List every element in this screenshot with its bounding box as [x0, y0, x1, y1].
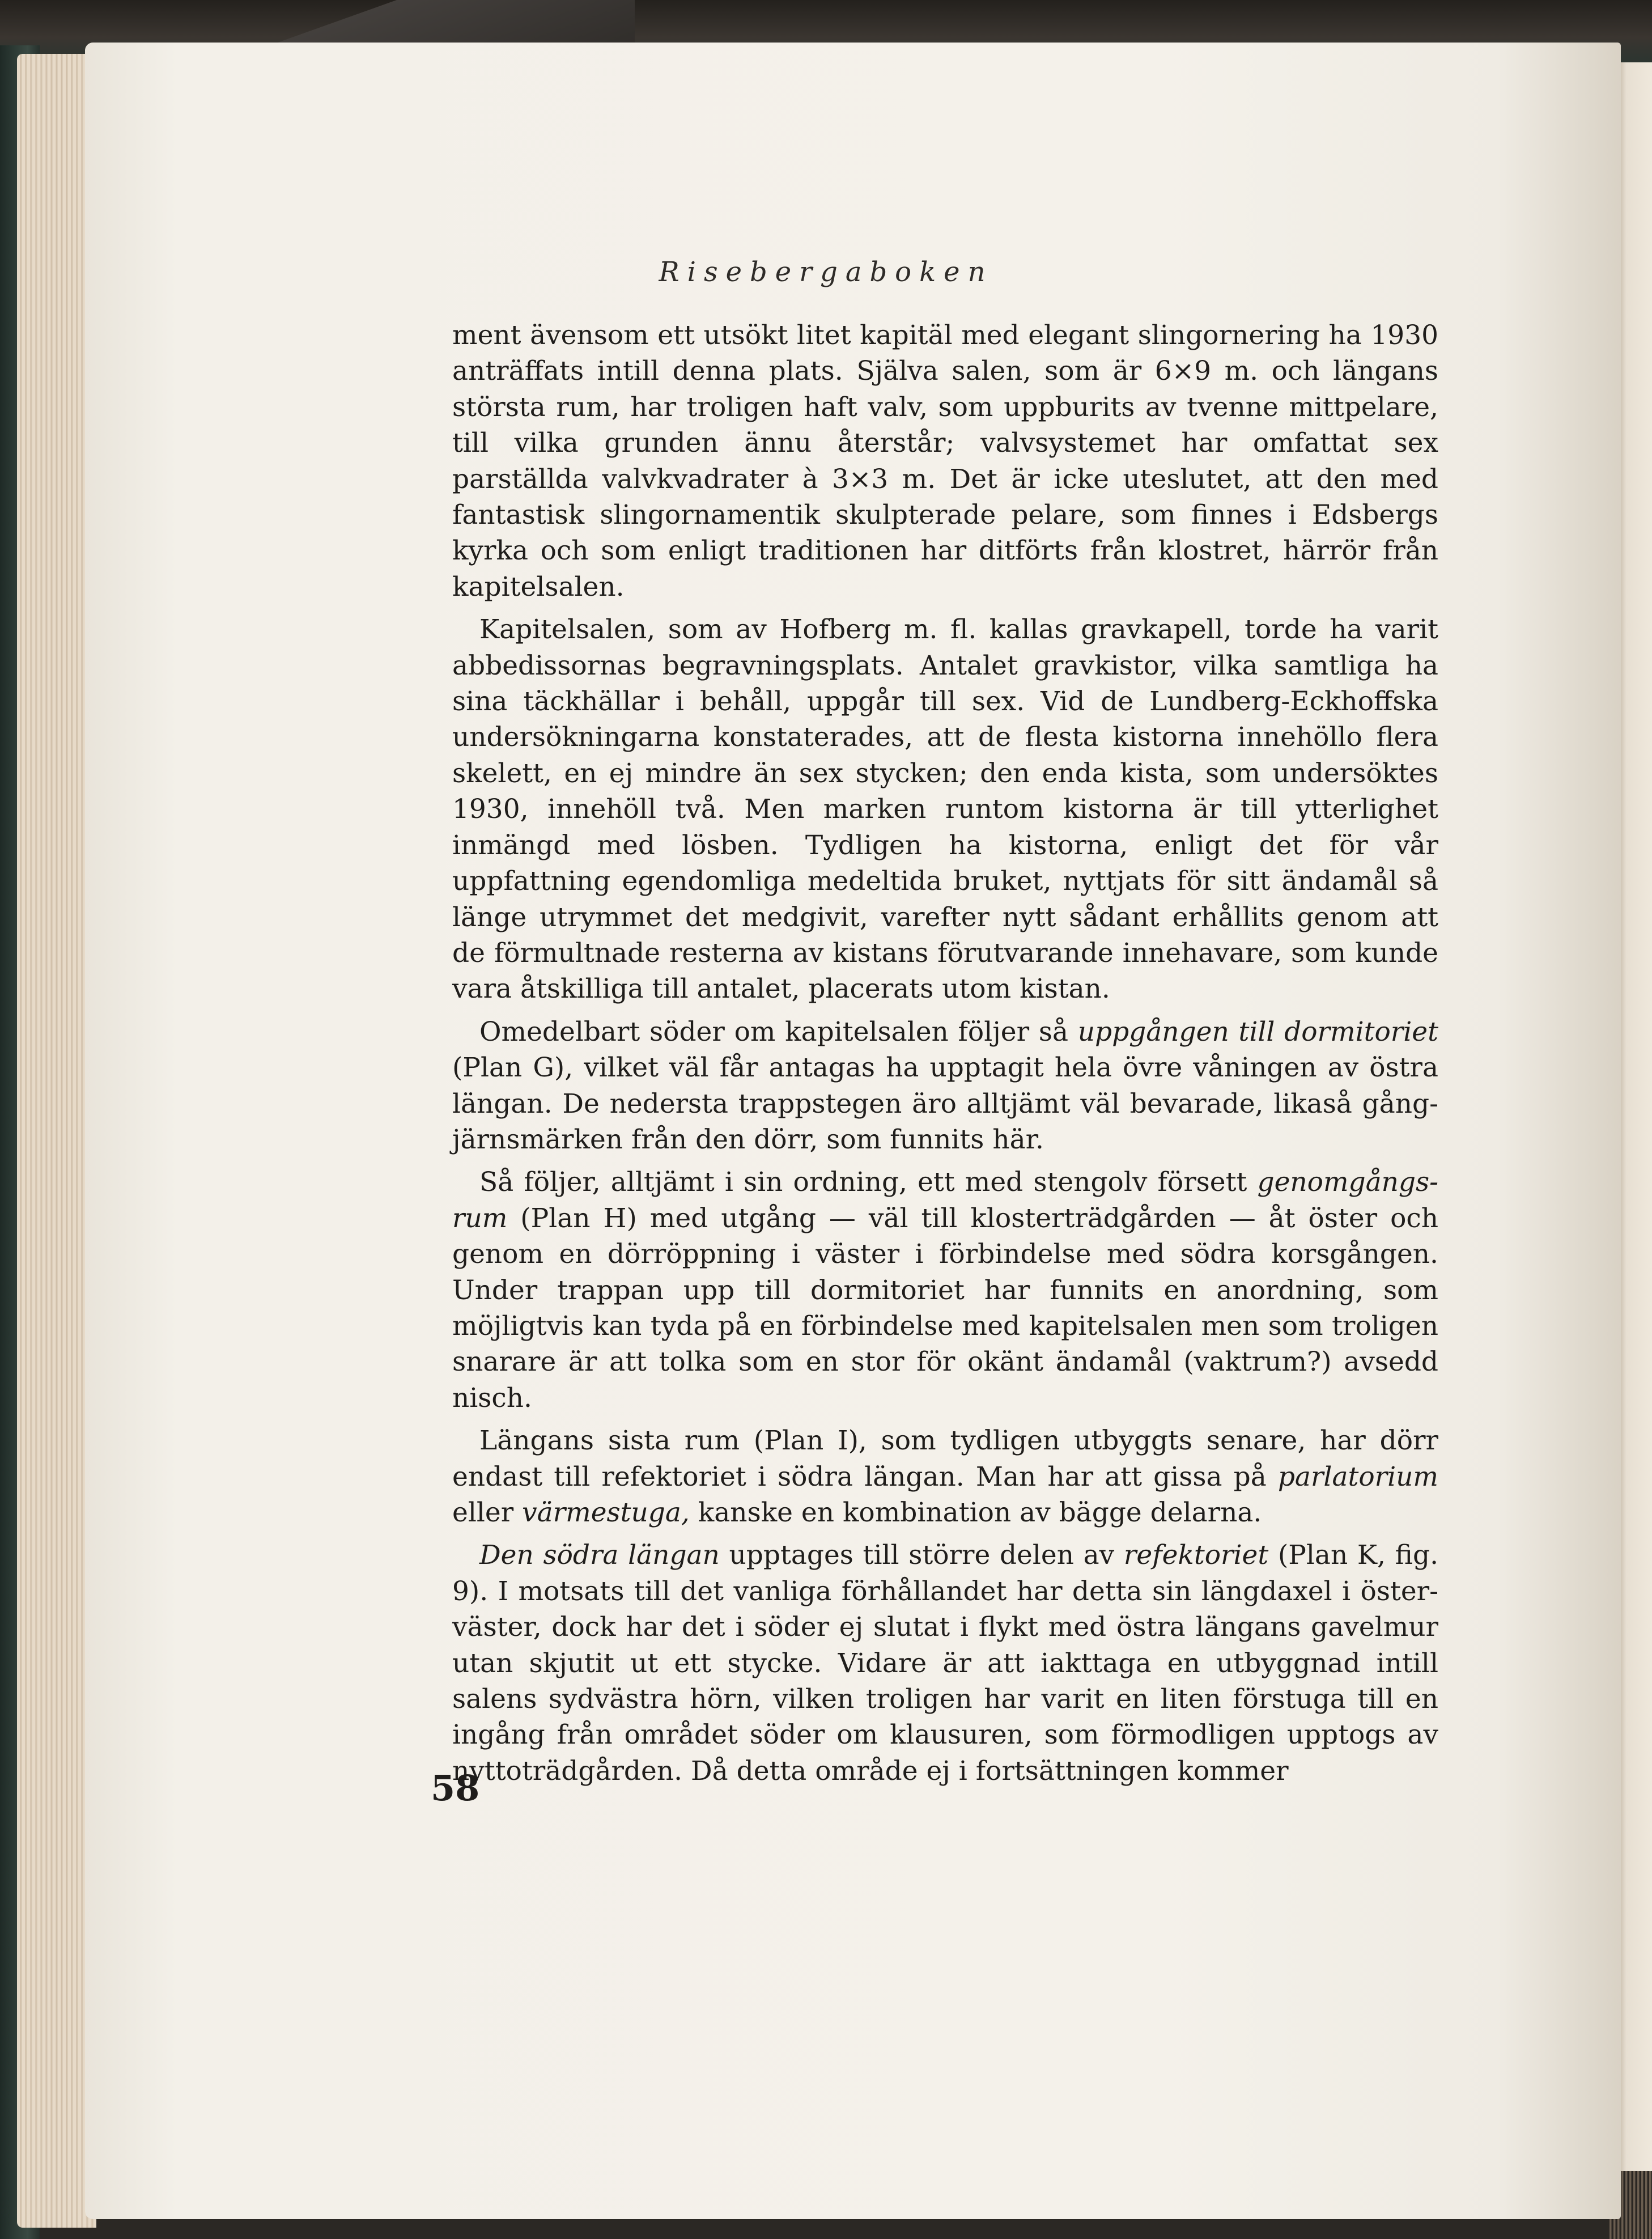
- paragraph: [452, 1164, 1438, 1416]
- italic-term: parlatorium: [1277, 1461, 1438, 1492]
- italic-term: uppgången till dormitoriet: [1077, 1016, 1438, 1048]
- running-header: Risebergaboken: [659, 256, 993, 288]
- text-run: Längans sista rum (Plan I), som tydligen utbyggts senare, har dörr endast till refektoriet i södra längan. Man har att gissa på: [452, 1425, 1438, 1492]
- text-run: Omedelbart söder om kapitelsalen följer så: [479, 1016, 1078, 1048]
- paragraph: [452, 612, 1438, 1007]
- text-run: Så följer, alltjämt i sin ordning, ett med stengolv försett: [479, 1167, 1258, 1198]
- paragraph: [452, 1014, 1438, 1158]
- page-number: 58: [431, 1767, 480, 1809]
- paragraph: [452, 1423, 1438, 1530]
- body-text: [452, 317, 1438, 1789]
- text-run: upptages till större delen av: [719, 1540, 1124, 1571]
- paragraph: [452, 317, 1438, 605]
- italic-term: värmestuga,: [522, 1497, 690, 1528]
- text-run: eller: [452, 1497, 523, 1528]
- text-run: Kapitelsalen, som av Hofberg m. fl. kallas gravkapell, torde ha varit abbedissornas begravningsplats. Antalet gravkistor, vilka samtliga ha sina täckhällar i behåll, uppgår till sex. Vid de Lundberg-Eckhoffska undersökningarna konstaterades, att de flesta kistorna innehöllo flera skelett, en ej mindre än sex stycken; den enda kista, som undersöktes 1930, innehöll två. Men marken runtom kistorna är till ytterlighet inmängd med lösben. Tydligen ha kistorna, enligt det för vår uppfattning egendomliga medeltida bruket, nyttjats för sitt ändamål så länge utrymmet det medgivit, varefter nytt sådant erhållits genom att de förmultnade resterna av kistans förutvarande innehavare, som kunde vara åtskilliga till antalet, placerats utom kistan.: [452, 614, 1438, 1005]
- italic-term: refektoriet: [1123, 1540, 1269, 1571]
- text-run: (Plan K, fig. 9). I motsats till det vanliga förhållandet har detta sin längdaxel i öster-väster, dock har det i söder ej slutat i flykt med östra längans gavelmur utan skjutit ut ett stycke. Vidare är att iakttaga en utbyggnad intill salens sydvästra hörn, vilken troligen har varit en liten förstuga till en ingång från området söder om klausuren, som förmodligen upptogs av nyttoträdgården. Då detta område ej i fortsättningen kommer: [452, 1540, 1439, 1787]
- text-run: (Plan G), vilket väl får antagas ha upptagit hela övre våningen av östra längan. De nedersta trappstegen äro alltjämt väl bevarade, likaså gångjärnsmärken från den dörr, som funnits här.: [452, 1052, 1438, 1155]
- italic-term: genomgångsrum: [452, 1167, 1438, 1234]
- paragraph: [452, 1537, 1438, 1789]
- italic-term: Den södra längan: [479, 1540, 720, 1571]
- text-run: (Plan H) med utgång — väl till klosterträdgården — åt öster och genom en dörröppning i väster i förbindelse med södra korsgången. Under trappan upp till dormitoriet har funnits en anordning, som möjligtvis kan tyda på en förbindelse med kapitelsalen men som troligen snarare är att tolka som en stor för okänt ändamål (vaktrum?) avsedd nisch.: [452, 1202, 1438, 1414]
- text-run: ment ävensom ett utsökt litet kapitäl med elegant slingornering ha 1930 anträffats intill denna plats. Själva salen, som är 6×9 m. och längans största rum, har troligen haft valv, som uppburits av tvenne mittpelare, till vilka grunden ännu återstår; valvsystemet har omfattat sex parställda valvkvadrater à 3×3 m. Det är icke uteslutet, att den med fantastisk slingornamentik skulpterade pelare, som finnes i Edsbergs kyrka och som enligt traditionen har ditförts från klostret, härrör från kapitelsalen.: [452, 320, 1438, 603]
- text-run: kanske en kombination av bägge delarna.: [689, 1497, 1262, 1528]
- page-stack: [17, 54, 96, 2228]
